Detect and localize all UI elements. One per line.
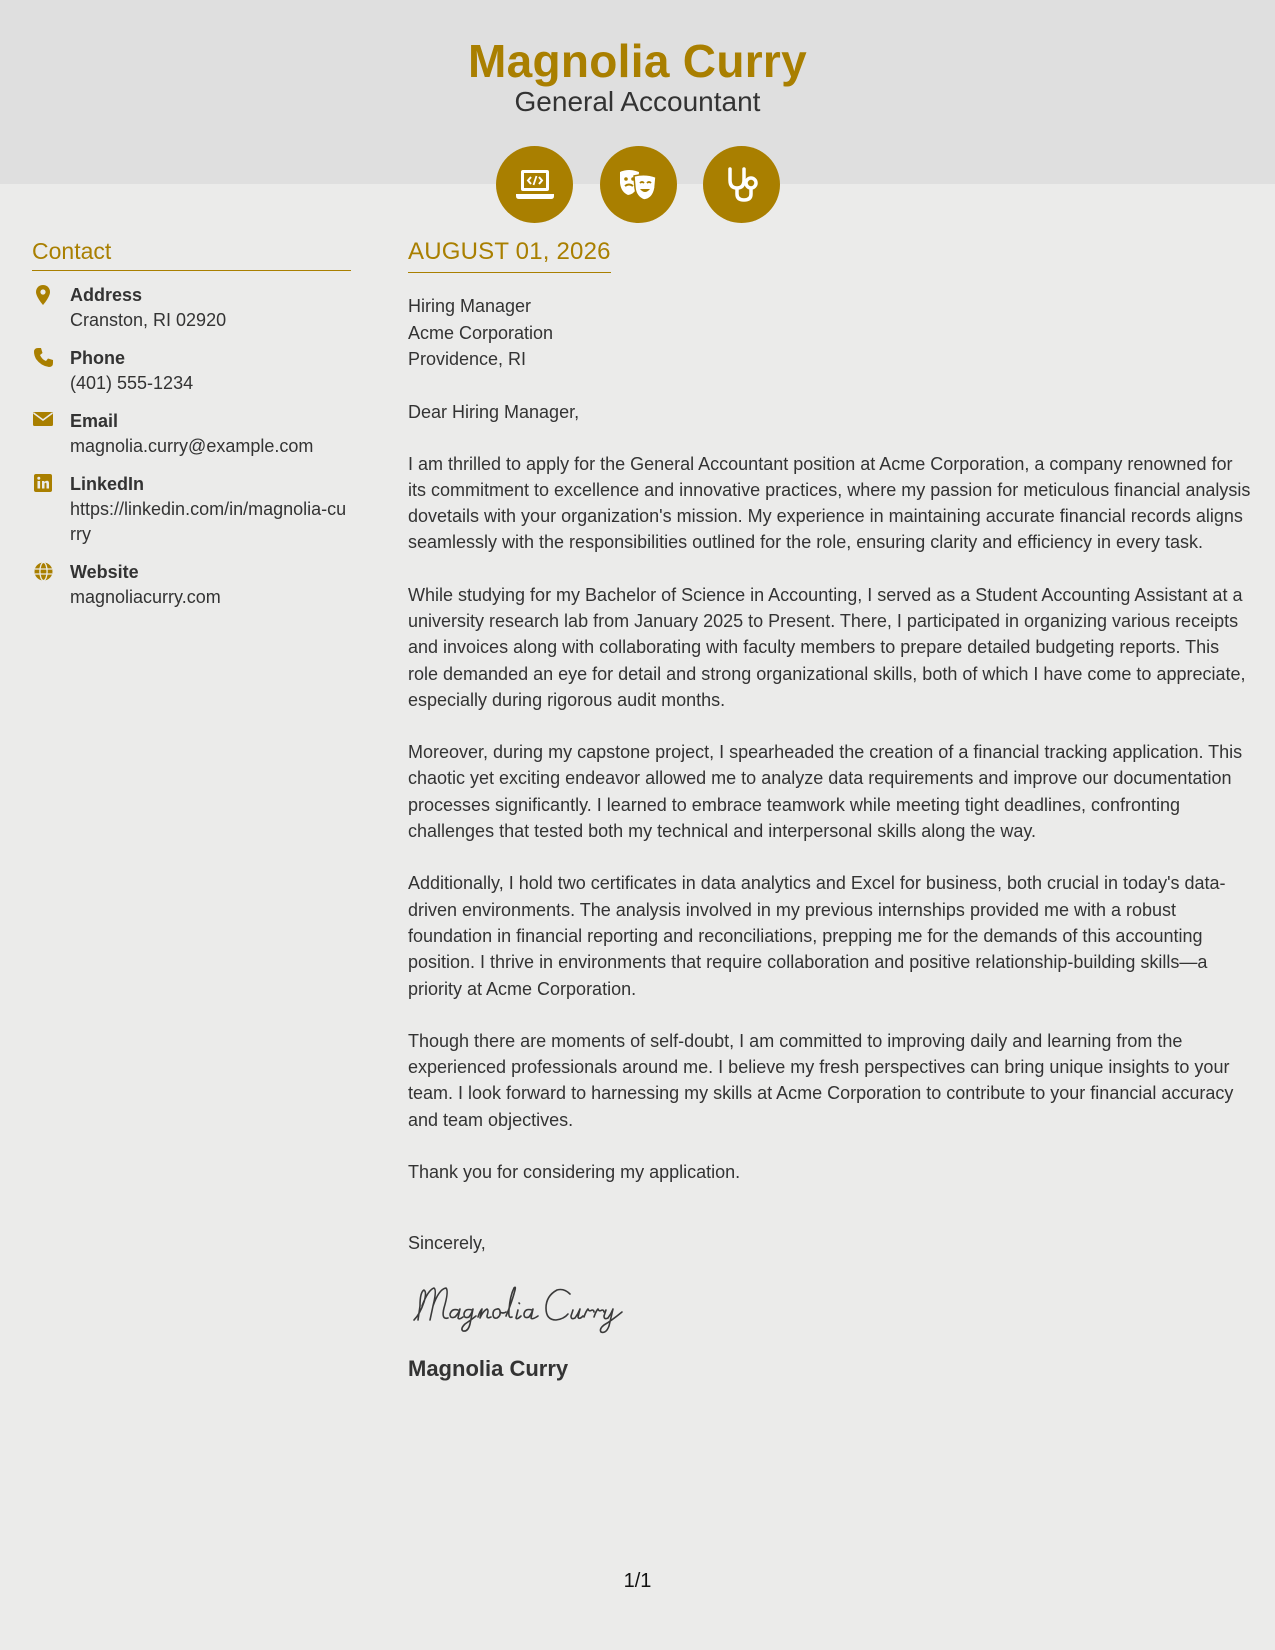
handwritten-signature: [408, 1276, 1251, 1338]
contact-address: [32, 283, 351, 333]
letter-paragraph: I am thrilled to apply for the General Accountant position at Acme Corporation, a company renowned for its commitment to excellence and innovative practices, where my passion for meticulous financial analysis dovetails with your organization's mission. My experience in maintaining accurate financial records aligns seamlessly with the responsibilities outlined for the role, ensuring clarity and efficiency in every task.: [408, 453, 1251, 553]
contact-website: [32, 560, 351, 610]
phone-icon: [32, 346, 54, 367]
stethoscope-icon: [703, 146, 780, 223]
recipient-line: Acme Corporation: [408, 322, 554, 343]
letter-paragraph: Additionally, I hold two certificates in data analytics and Excel for business, both crucial in today's data-driven environments. The analysis involved in my previous internships provided me with a robust foundation in financial reporting and reconciliations, prepping me for the demands of this accounting position. I thrive in environments that require collaboration and positive relationship-building skills—a priority at Acme Corporation.: [408, 873, 1226, 999]
header-icons: [496, 146, 780, 224]
contact-label: Website: [70, 562, 139, 582]
envelope-icon: [32, 409, 54, 427]
contact-email: [32, 409, 351, 459]
contact-label: Email: [70, 411, 119, 431]
signer-name: Magnolia Curry: [408, 1356, 569, 1382]
salutation: Dear Hiring Manager,: [408, 401, 580, 422]
letter-paragraph: While studying for my Bachelor of Science in Accounting, I served as a Student Accounting Assistant at a university research lab from January 2025 to Present. There, I participated in organizing various receipts and invoices along with collaborating with faculty members to prepare detailed budgeting reports. This role demanded an eye for detail and strong organizational skills, both of which I have come to appreciate, especially during rigorous audit months.: [408, 584, 1246, 710]
applicant-name: Magnolia Curry: [467, 35, 808, 87]
cover-letter: [408, 238, 1251, 1382]
contact-value: (401) 555-1234: [70, 373, 194, 393]
page-number: 1/1: [623, 1570, 652, 1592]
recipient-block: [408, 293, 1251, 373]
contact-label: Phone: [70, 348, 126, 368]
applicant-title: General Accountant: [514, 86, 761, 117]
contact-label: LinkedIn: [70, 474, 145, 494]
contact-heading: Contact: [32, 238, 351, 271]
contact-label: Address: [70, 285, 143, 305]
contact-sidebar: [32, 238, 351, 623]
contact-value: Cranston, RI 02920: [70, 310, 227, 330]
recipient-line: Hiring Manager: [408, 296, 532, 316]
globe-icon: [32, 560, 54, 581]
closing: Sincerely,: [408, 1233, 486, 1254]
recipient-line: Providence, RI: [408, 349, 527, 369]
contact-value: magnolia.curry@example.com: [70, 436, 314, 456]
letter-paragraph: Moreover, during my capstone project, I spearheaded the creation of a financial tracking application. This chaotic yet exciting endeavor allowed me to analyze data requirements and improve our documentation processes significantly. I learned to embrace teamwork while meeting tight deadlines, confronting challenges that tested both my technical and interpersonal skills along the way.: [408, 742, 1243, 842]
letter-paragraph: Thank you for considering my application.: [408, 1162, 741, 1183]
theater-masks-icon: [600, 146, 677, 223]
letter-paragraph: Though there are moments of self-doubt, I am committed to improving daily and learning from the experienced professionals around me. I believe my fresh perspectives can bring unique insights to your team. I look forward to harnessing my skills at Acme Corporation to contribute to your financial accuracy and team objectives.: [408, 1030, 1234, 1130]
contact-value: https://linkedin.com/in/magnolia-curry: [70, 499, 347, 544]
contact-value: magnoliacurry.com: [70, 587, 221, 607]
map-marker-icon: [32, 283, 54, 305]
contact-linkedin: [32, 472, 351, 547]
contact-phone: [32, 346, 351, 396]
letter-date: AUGUST 01, 2026: [408, 238, 611, 273]
laptop-code-icon: [496, 146, 573, 223]
linkedin-icon: [32, 472, 54, 492]
